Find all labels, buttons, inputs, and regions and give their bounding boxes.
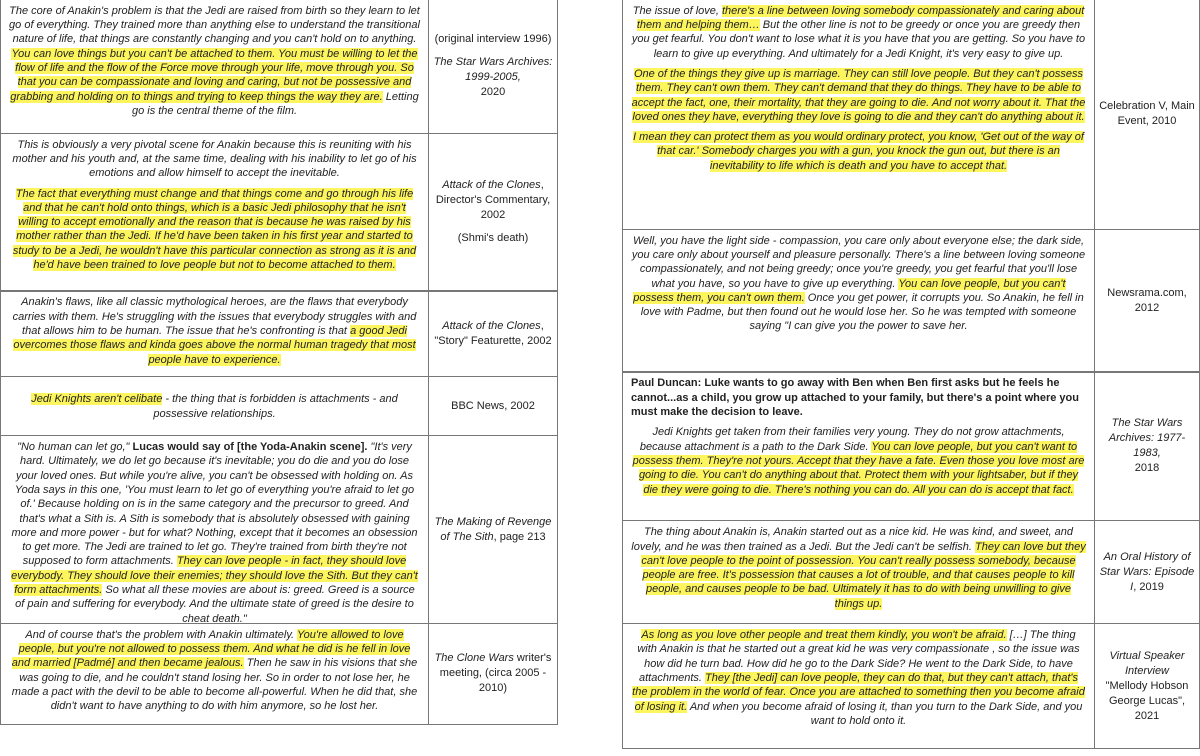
source-cell bbox=[1095, 521, 1199, 623]
quote-text: And of course that's the problem with Anakin ultimately. You're allowed to love people, but you're not allowed to possess them. And what he did is he fell in love and married [Padmé] and then became jealous. Then he saw in his visions that she was going to die, and he couldn't stand losing her. So in order to not lose her, he made a pact with the devil to be able to become all-powerful. When he did that, she didn't want to have anything to do with him anymore, so he lost her. bbox=[11, 628, 418, 713]
left-quotes-table bbox=[0, 0, 558, 725]
table-row bbox=[0, 623, 558, 725]
source-year: 2020 bbox=[480, 86, 506, 99]
source-title: The Making of Revenge of The Sith bbox=[434, 515, 552, 543]
quote-cell bbox=[623, 521, 1095, 623]
table-row bbox=[622, 623, 1200, 749]
highlight: I mean they can protect them as you would ordinary protect, you know, 'Get out of the way of that car.' Somebody charges you with a gun, you knock the gun out, but there is an inevitability to life which is death and you have to accept that. bbox=[633, 131, 1084, 172]
quote-cell bbox=[1, 377, 429, 435]
quote-text: The thing about Anakin is, Anakin started out as a nice kid. He was kind, and sweet, and lovely, and he was then trained as a Jedi. But the Jedi can't be selfish. They can love but they can't love people to the point of possession. You can't really possess somebody, because people are free. It's possession that causes a lot of trouble, and that causes people to kill people, and causes people to be bad. Ultimately it has to do with being unwilling to give things up. bbox=[631, 526, 1086, 610]
table-row bbox=[0, 435, 558, 624]
source-detail: , page 213 bbox=[493, 530, 546, 543]
table-row bbox=[0, 133, 558, 292]
right-quotes-table bbox=[622, 0, 1200, 749]
source-note: (original interview 1996) bbox=[434, 33, 552, 46]
highlight: They can love but they can't love people to the point of possession. You can't really possess somebody, because people are free. It's possession that causes a lot of trouble, and that causes people to kill people, and causes people to be bad. Ultimately it has to do with being unwilling to give things up. bbox=[641, 540, 1086, 610]
source-title: The Star Wars Archives: 1977-1983, bbox=[1108, 417, 1186, 460]
source-cell bbox=[1095, 230, 1199, 372]
speaker-note: Lucas would say of [the Yoda-Anakin scene]. bbox=[132, 441, 368, 454]
source-note: (Shmi's death) bbox=[457, 232, 529, 245]
source-cell bbox=[429, 291, 557, 376]
quote-text: Well, you have the light side - compassion, you care only about everyone else; the dark side, you care only about yourself and pleasure personally. There's a line between loving someone compassionately, and not being greedy; once you're greedy, you get fearful that you'll lose what you have, so you have to give up everything. You can love people, but you can't possess them, you can't own them. Once you get power, it corrupts you. So Anakin, he fell in love with Padme, but then found out he would lose her. So he was tempted with someone saying "I can give you the power to save her. bbox=[631, 234, 1086, 333]
highlight: You're allowed to love people, but you're not allowed to possess them. And what he did is he fell in love and married [Padmé] and then became jealous. bbox=[11, 628, 411, 670]
quote-text: Jedi Knights get taken from their families very young. They do not grow attachments, because attachment is a path to the Dark Side. You can love people, but you can't want to possess them. They're not yours. Accept that they have a fate. Even those you love most are going to die. You can't do anything about that. Protect them with your lightsaber, but if they die they were going to die. There's nothing you can do. All you can do is accept that fact. bbox=[632, 426, 1085, 496]
table-row bbox=[622, 229, 1200, 373]
table-row bbox=[0, 0, 558, 134]
quote-text bbox=[9, 187, 420, 273]
quote-cell bbox=[1, 624, 429, 724]
highlight: They can love people - in fact, they should love everybody. They should love their enemies; they should love the Sith. But they can't form attachments. bbox=[11, 555, 418, 597]
quote-cell bbox=[623, 372, 1095, 520]
source-cell bbox=[1095, 0, 1199, 229]
quote-cell bbox=[1, 436, 429, 623]
quote-cell bbox=[623, 624, 1095, 748]
highlight: One of the things they give up is marriage. They can still love people. But they can't possess them. They can't own them. They can't demand that they do things. They have to be able to accept the fact, one, their mortality, that they are going to die. And not worry about it. That the loved ones they have, everything they love is going to die and they can't do anything about it. bbox=[631, 68, 1086, 123]
source-title: Virtual Speaker Interview bbox=[1109, 649, 1185, 677]
source-cell bbox=[1095, 372, 1199, 520]
highlight: You can love things but you can't be attached to them. You must be willing to let the flow of life and the flow of the Force move through your life, move through you. So that you can be compassionate and loving and caring, but not be possessive and grabbing and holding on to things and trying to keep things the way they are. bbox=[10, 47, 418, 103]
source-text: Newsrama.com, 2012 bbox=[1107, 286, 1187, 314]
quote-text bbox=[631, 67, 1086, 124]
quote-text: The issue of love, there's a line between loving somebody compassionately and caring about them and helping them… But the other line is not to be greedy or once you are greedy then you get fearful. You don't want to lose what it is you have that you are getting. So you have to learn to give up everything. And ultimately for a Jedi Knight, it's very easy to give up. bbox=[631, 4, 1086, 60]
quote-cell bbox=[623, 0, 1095, 229]
interviewer-question: Paul Duncan: Luke wants to go away with Ben when Ben first asks but he feels he cannot...as a child, you grow up attached to your family, but there's a point where you must make the decision to leave. bbox=[631, 377, 1079, 419]
quote-cell bbox=[1, 134, 429, 291]
quote-text: The core of Anakin's problem is that the Jedi are raised from birth so they learn to let go of everything. They trained more than anything else to understand the transitional nature of life, that things are constantly changing and you can't hold on to anything. You can love things but you can't be attached to them. You must be willing to let the flow of life and the flow of the Force move through your life, move through you. So that you can be compassionate and loving and caring, but not be possessive and grabbing and holding on to things and trying to keep things the way they are. Letting go is the central theme of the film. bbox=[9, 4, 420, 117]
highlight: You can love people, but you can't want to possess them. They're not yours. Accept that they have a fate. Even those you love most are going to die. You can't do anything about that. Protect them with your lightsaber, but if they die they were going to die. There's nothing you can do. All you can do is accept that fact. bbox=[632, 440, 1085, 496]
table-row bbox=[622, 371, 1200, 521]
highlight: They [the Jedi] can love people, they can do that, but they can't attach, that's the problem in the world of fear. Once you are attached to something then you become afraid of losing it. bbox=[632, 671, 1085, 713]
highlight: As long as you love other people and treat them kindly, you won't be afraid. bbox=[641, 629, 1007, 642]
quote-cell bbox=[1, 0, 429, 133]
source-title: Attack of the Clones bbox=[442, 319, 541, 332]
quote-cell bbox=[623, 230, 1095, 372]
source-cell bbox=[429, 436, 557, 623]
table-row bbox=[0, 290, 558, 377]
source-cell bbox=[429, 134, 557, 291]
table-row bbox=[622, 520, 1200, 624]
source-detail: , 2019 bbox=[1133, 580, 1164, 593]
highlight: You can love people, but you can't possess them, you can't own them. bbox=[633, 277, 1066, 304]
source-title: The Clone Wars bbox=[434, 652, 514, 665]
source-year: 2018 bbox=[1134, 462, 1160, 475]
source-detail: writer's meeting, (circa 2005 - 2010) bbox=[439, 652, 552, 695]
quote-text bbox=[631, 130, 1086, 173]
highlight: Jedi Knights aren't celibate bbox=[31, 393, 163, 406]
source-title: The Star Wars Archives: 1999-2005, bbox=[433, 56, 553, 84]
table-row bbox=[0, 376, 558, 436]
quote-cell bbox=[1, 291, 429, 376]
quote-text: This is obviously a very pivotal scene for Anakin because this is reuniting with his mother and his youth and, at the same time, dealing with his inability to let go of his emotions and allow himself to accept the inevitable. bbox=[12, 138, 417, 180]
source-detail: "Mellody Hobson George Lucas", 2021 bbox=[1105, 679, 1189, 722]
highlight: The fact that everything must change and that things come and go through his life and that he can't hold onto things, which is a basic Jedi philosophy that he isn't willing to accept emotionally and the reason that is because he was raised by his mother rather than the Jedi. If he'd have been taken in his first year and started to study to be a Jedi, he wouldn't have this particular connection as strong as it is and he'd have been trained to love people but not to become attached to them. bbox=[12, 187, 417, 271]
source-detail: , "Story" Featurette, 2002 bbox=[434, 319, 552, 347]
source-cell bbox=[429, 377, 557, 435]
source-detail: , Director's Commentary, 2002 bbox=[435, 179, 551, 222]
source-text: BBC News, 2002 bbox=[451, 399, 535, 412]
quote-text: Jedi Knights aren't celibate - the thing that is forbidden is attachments - and possessive relationships. bbox=[31, 393, 398, 420]
highlight: a good Jedi overcomes those flaws and kinda goes above the normal human tragedy that most people have to experience. bbox=[13, 325, 416, 366]
source-text: Celebration V, Main Event, 2010 bbox=[1099, 100, 1195, 128]
quote-text: Anakin's flaws, like all classic mythological heroes, are the flaws that everybody carries with them. He's struggling with the issues that everybody struggles with and that allows him to be human. The issue that he's confronting is that a good Jedi overcomes those flaws and kinda goes above the normal human tragedy that most people have to experience. bbox=[12, 296, 417, 366]
highlight: there's a line between loving somebody compassionately and caring about them and helping them… bbox=[636, 4, 1085, 32]
source-title: Attack of the Clones bbox=[442, 179, 541, 192]
source-cell bbox=[1095, 624, 1199, 748]
source-cell bbox=[429, 0, 557, 133]
table-row bbox=[622, 0, 1200, 230]
source-cell bbox=[429, 624, 557, 724]
quote-text: "No human can let go," Lucas would say of [the Yoda-Anakin scene]. "It's very hard. Ultimately, we do let go because it's inevitable; you do die and you do lose your loved ones. But while you're alive, you can't be obsessed with holding on. As Yoda says in this one, 'You must learn to let go of everything you're afraid to let go of.' Because holding on is in the same category and the precursor to greed. And that's what a Sith is. A Sith is somebody that is absolutely obsessed with gaining more and more power - but for what? Nothing, except that it becomes an obsession to get more. The Jedi are trained to let go. They're trained from birth they're not supposed to form attachments. They can love people - in fact, they should love everybody. They should love their enemies; they should love the Sith. But they can't form attachments. So what all these movies are about is: greed. Greed is a source of pain and suffering for everybody. And the ultimate state of greed is the desire to cheat death." bbox=[11, 441, 418, 625]
quote-text: As long as you love other people and treat them kindly, you won't be afraid. […] The thing with Anakin is that he started out a great kid he was very compassionate , so the issue was how did he turn bad. How did he go to the Dark Side? He went to the Dark Side, to have attachments. They [the Jedi] can love people, they can do that, but they can't attach, that's the problem in the world of fear. Once you are attached to something then you become afraid of losing it. And when you become afraid of losing it, than you turn to the Dark Side, and you want to hold onto it. bbox=[632, 629, 1085, 727]
source-title: An Oral History of Star Wars: Episode I bbox=[1099, 550, 1195, 593]
